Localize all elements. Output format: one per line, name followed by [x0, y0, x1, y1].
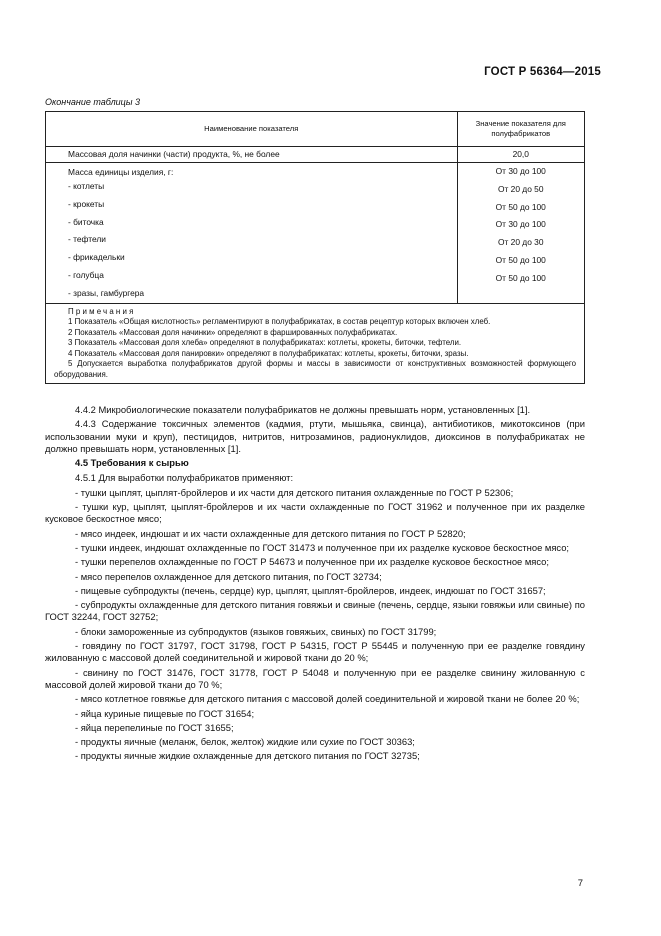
mass-item-label: - крокеты [68, 198, 105, 209]
list-item: - субпродукты охлажденные для детского питания говяжьи и свиные (печень, сердце, языки говяжьи или свиные) по ГОСТ 32244, ГОСТ 32752; [45, 599, 585, 623]
mass-item-values [457, 163, 585, 304]
list-item: - яйца перепелиные по ГОСТ 31655; [75, 721, 234, 733]
col-header-value: Значение показателя для полуфабрикатов [457, 112, 585, 147]
indicators-table [45, 111, 585, 384]
list-item: - блоки замороженные из субпродуктов (языков говяжьих, свиных) по ГОСТ 31799; [75, 625, 437, 637]
table-notes [46, 303, 585, 384]
row-label-filling: Массовая доля начинки (части) продукта, %, не более [46, 147, 458, 163]
mass-item-labels [68, 178, 457, 303]
mass-item-value: От 50 до 100 [495, 201, 546, 212]
list-item: - пищевые субпродукты (печень, сердце) кур, цыплят, цыплят-бройлеров, индеек, индюшат по ГОСТ 31657; [75, 584, 546, 596]
mass-item-label: - фрикадельки [68, 252, 125, 263]
paragraph-4-4-2: 4.4.2 Микробиологические показатели полуфабрикатов не должны превышать норм, установленных [1]. [75, 404, 531, 415]
mass-item-value: От 50 до 100 [495, 272, 546, 283]
page-number: 7 [577, 878, 583, 889]
section-title: 4.5 Требования к сырью [75, 457, 189, 469]
mass-item-value: От 30 до 100 [495, 219, 546, 230]
note-item: 4 Показатель «Массовая доля панировки» определяют в полуфабрикатах: котлеты, крокеты, биточки, зразы. [68, 348, 469, 358]
list-item: - тушки кур, цыплят, цыплят-бройлеров и их части охлажденные по ГОСТ 31962 и полученное при их разделке кусковое бескостное мясо; [45, 501, 585, 525]
list-item: - яйца куриные пищевые по ГОСТ 31654; [75, 707, 255, 719]
list-item: - мясо перепелов охлажденное для детского питания, по ГОСТ 32734; [75, 570, 382, 582]
note-item: 2 Показатель «Массовая доля начинки» определяют в фаршированных полуфабрикатах. [68, 327, 398, 337]
notes-heading: Примечания [68, 306, 136, 316]
note-item: 1 Показатель «Общая кислотность» регламентируют в полуфабрикатах, в состав рецептур которых включен хлеб. [68, 317, 491, 327]
row-value-filling: 20,0 [457, 147, 585, 163]
paragraph-4-4-3: 4.4.3 Содержание токсичных элементов (кадмия, ртути, мышьяка, свинца), антибиотиков, микотоксинов (при использовании муки и круп), пестицидов, нитритов, нитрозаминов, радионуклидов, диоксинов в полуфабрикатах не должно превышать норм, установленных [1]. [45, 418, 585, 454]
mass-item-label: - тефтели [68, 234, 106, 245]
mass-item-label: - зразы, гамбургера [68, 287, 145, 298]
col-header-indicator: Наименование показателя [46, 112, 458, 147]
note-item: 3 Показатель «Массовая доля хлеба» определяют в полуфабрикатах: котлеты, крокеты, биточки, тефтели. [68, 338, 462, 348]
document-body [45, 404, 585, 765]
mass-item-value: От 20 до 50 [497, 183, 544, 194]
list-item: - говядину по ГОСТ 31797, ГОСТ 31798, ГОСТ Р 54315, ГОСТ Р 55445 и полученную при ее разделке говядину жилованную с массовой долей соединительной и жировой ткани до 20 %; [45, 640, 585, 664]
mass-item-value: От 30 до 100 [495, 166, 546, 176]
list-item: - свинину по ГОСТ 31476, ГОСТ 31778, ГОСТ Р 54048 и полученную при ее разделке свинину жилованную с массовой долей жировой ткани до 70 %; [45, 666, 585, 690]
mass-item-value: От 50 до 100 [495, 254, 546, 265]
list-item: - мясо индеек, индюшат и их части охлажденные для детского питания по ГОСТ Р 52820; [75, 527, 466, 539]
table-row [46, 147, 585, 163]
mass-item-value: От 20 до 30 [497, 237, 544, 248]
table-row-mass [46, 163, 585, 304]
document-header: ГОСТ Р 56364—2015 [484, 66, 601, 78]
mass-label: Масса единицы изделия, г: [68, 167, 174, 177]
note-item: 5 Допускается выработка полуфабрикатов другой формы и массы в зависимости от конструктивных возможностей формующего оборудования. [54, 359, 576, 379]
list-item: - продукты яичные жидкие охлажденные для детского питания по ГОСТ 32735; [75, 750, 420, 762]
list-item: - мясо котлетное говяжье для детского питания с массовой долей соединительной и жировой ткани не более 20 %; [75, 693, 580, 705]
list-item: - продукты яичные (меланж, белок, желток) жидкие или сухие по ГОСТ 30363; [75, 736, 415, 748]
list-item: - тушки цыплят, цыплят-бройлеров и их части для детского питания охлажденные по ГОСТ Р 52306; [75, 486, 514, 498]
mass-item-label: - голубца [68, 269, 104, 280]
mass-item-label: - биточка [68, 216, 104, 227]
mass-item-label: - котлеты [68, 181, 105, 191]
list-item: - тушки перепелов охлажденные по ГОСТ Р 54673 и полученное при их разделке кусковое бескостное мясо; [75, 556, 549, 568]
table-notes-row [46, 303, 585, 384]
list-item: - тушки индеек, индюшат охлажденные по ГОСТ 31473 и полученное при их разделке кусковое бескостное мясо; [75, 541, 570, 553]
paragraph-4-5-1: 4.5.1 Для выработки полуфабрикатов применяют: [75, 472, 294, 484]
table-caption: Окончание таблицы 3 [45, 97, 140, 107]
table-header-row [46, 112, 585, 147]
